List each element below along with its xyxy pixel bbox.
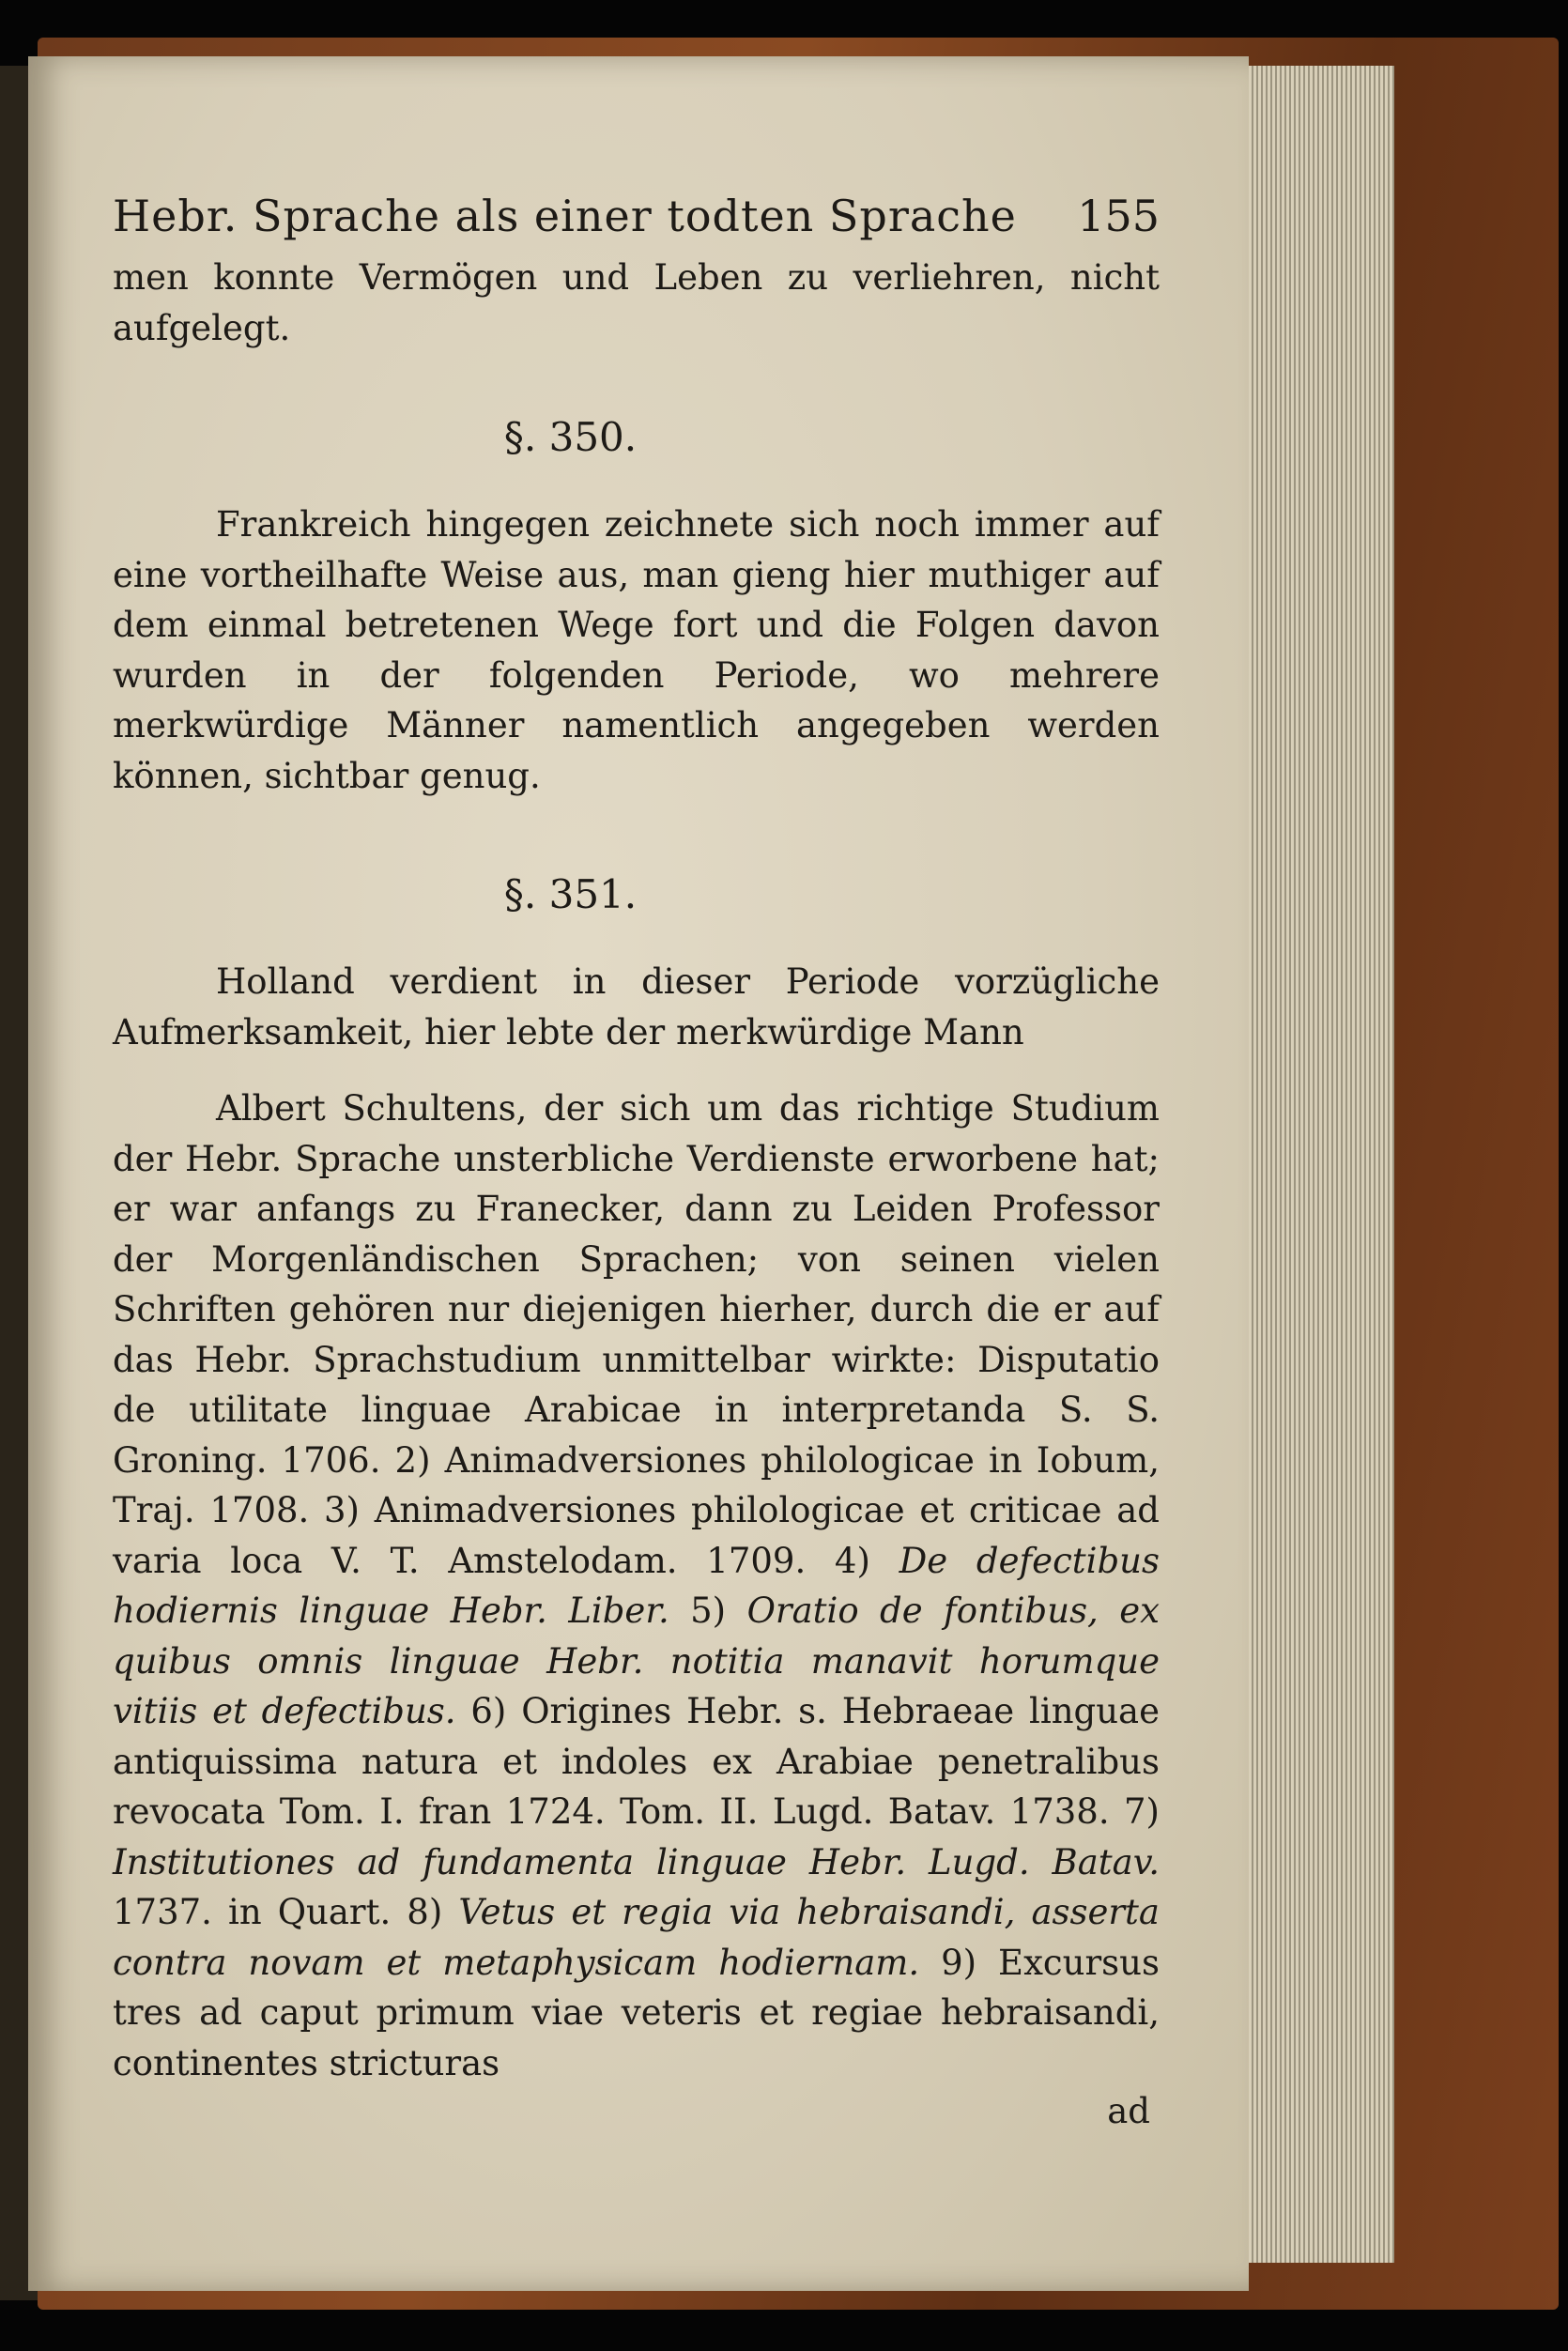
schultens-text-i: 9) Excursus tres ad caput primum viae veteris et regiae hebraisandi, continentes stricturas	[113, 1942, 1160, 2083]
schultens-title-4: De defectibus hodiernis linguae Hebr. Liber.	[113, 1540, 1161, 1631]
schultens-text-g: 1737. in Quart. 8)	[113, 1892, 443, 1932]
section-heading-351: §. 351.	[503, 871, 638, 917]
running-header	[113, 183, 1160, 249]
paragraph-holland: Holland verdient in dieser Periode vorzügliche Aufmerksamkeit, hier lebte der merkwürdige Mann	[113, 961, 1160, 1053]
paragraph-schultens	[113, 1083, 1160, 2088]
schultens-title-5: Oratio de fontibus, ex quibus omnis linguae Hebr. notitia manavit horumque vitiis et defectibus.	[113, 1590, 1161, 1731]
catchword: ad	[1107, 2091, 1150, 2131]
schultens-text-a: Albert Schultens, der sich um das richtige Studium der Hebr. Sprache unsterbliche Verdienste erworbene hat; er war anfangs zu Franecker, dann zu Leiden Professor der Morgenländischen Sprachen; von seinen vielen Schriften gehören nur diejenigen hierher, durch die er auf das Hebr. Sprachstudium unmittelbar wirkte: Disputatio de utilitate linguae Arabicae in interpretanda S. S. Groning. 1706. 2) Animadversiones philologicae in Iobum, Traj. 1708. 3) Animadversiones philologicae et criticae ad varia loca V. T. Amstelodam. 1709. 4)	[113, 1088, 1160, 1581]
paragraph-gap	[113, 1057, 1160, 1083]
schultens-title-8: Vetus et regia via hebraisandi, asserta contra novam et metaphysicam hodiernam.	[113, 1892, 1160, 1983]
text-block	[113, 183, 1160, 2135]
paragraph-frankreich: Frankreich hingegen zeichnete sich noch immer auf eine vortheilhafte Weise aus, man gieng hier muthiger auf dem einmal betretenen Wege fort und die Folgen davon wurden in der folgenden Periode, wo mehrere merkwürdige Männer namentlich angegeben werden können, sichtbar genug.	[113, 504, 1160, 796]
running-title: Hebr. Sprache als einer todten Sprache	[113, 191, 1017, 241]
schultens-text-c: 5)	[690, 1590, 727, 1631]
section-heading-350: §. 350.	[503, 414, 638, 460]
schultens-text-e: 6) Origines Hebr. s. Hebraeae linguae antiquissima natura et indoles ex Arabiae penetralibus revocata Tom. I. fran 1724. Tom. II. Lugd. Batav. 1738. 7)	[113, 1691, 1160, 1832]
book-page	[28, 56, 1249, 2291]
schultens-title-7: Institutiones ad fundamenta linguae Hebr. Lugd. Batav.	[113, 1841, 1160, 1882]
page-number: 155	[1077, 191, 1160, 241]
paragraph-continuation: men konnte Vermögen und Leben zu verliehren, nicht aufgelegt.	[113, 257, 1160, 348]
page-edges	[1244, 66, 1394, 2263]
